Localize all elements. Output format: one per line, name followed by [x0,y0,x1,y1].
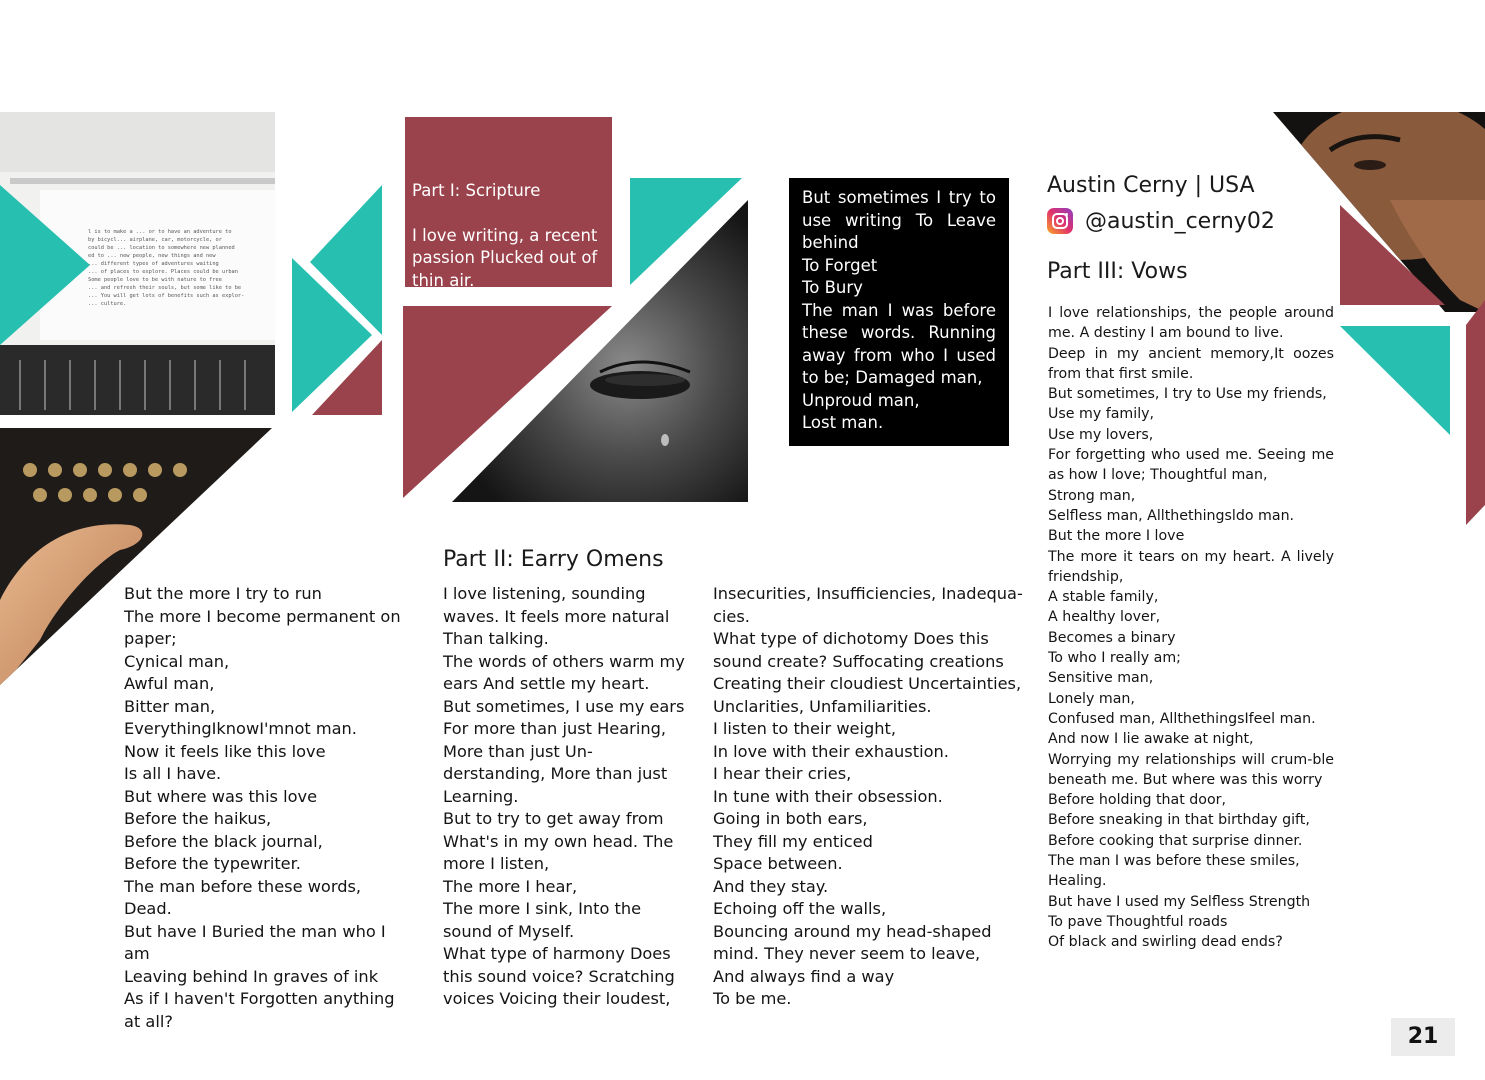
part3-title: Part III: Vows [1047,259,1188,284]
instagram-icon[interactable] [1047,208,1073,234]
part1-text: Part I: Scripture I love writing, a recent passion Plucked out of thin air. [412,180,598,290]
author-name: Austin Cerny | USA [1047,173,1255,198]
part2-title: Part II: Earry Omens [443,547,664,572]
poem-column-4: I love relationships, the people around me. A destiny I am bound to live. Deep in my ancient memory,It oozes from that first smile. But sometimes, I try to Use my friends, Use my family, Use my lovers, For forgetting who used me. Seeing me as how I love; Thoughtful man, Strong man, Selfless man, Allthethingsldo man. But the more I love The more it tears on my heart. A lively friendship, A stable family, A healthy lover, Becomes a binary To who I really am; Sensitive man, Lonely man, Confused man, AllthethingsIfeel man. And now I lie awake at night, Worrying my relationships will crum-ble beneath me. But where was this worry Before holding that door, Before sneaking in that birthday gift, Before cooking that surprise dinner. The man I was before these smiles, Healing. But have I used my Selfless Strength To pave Thoughtful roads Of black and swirling dead ends? [1048,305,1334,951]
typewriter-paper: l is to make a ... or to have an adventure to by bicycl... airplane, car, motorcycle, or could be ... location to somewhere new planned ed to ... new people, new things and new ... different types of adventures waiting ... of places to explore. Places could be urban Some people love to be with nature to free ... and refresh their souls, but some like to be ... You will get lots of benefits such as explor- ... culture. [88,229,245,307]
poem-column-3: Insecurities, Insufficiencies, Inadequa-cies. What type of dichotomy Does this sound create? Suffocating creations Creating their cloudiest Uncertainties, Unclarities, Unfamiliarities. I listen to their weight, In love with their exhaustion. I hear their cries, In tune with their obsession. Going in both ears, They fill my enticed Space between. And they stay. Echoing off the walls, Bouncing around my head-shaped mind. They never seem to leave, And always find a way To be me. [713,584,1023,1008]
page-number: 21 [1391,1018,1455,1056]
black-quote-box [789,178,1009,446]
instagram-handle[interactable]: @austin_cerny02 [1085,209,1275,234]
poem-column-2: I love listening, sounding waves. It feels more natural Than talking. The words of others warm my ears And settle my heart. But sometimes, I use my ears For more than just Hearing, More than just Un-derstanding, More than just Learning. But to try to get away from What's in my own head. The more I listen, The more I hear, The more I sink, Into the sound of Myself. What type of harmony Does this sound voice? Scratching voices Voicing their loudest, [443,584,685,1008]
teal-triangle [1340,326,1450,435]
burgundy-triangle [1466,300,1485,525]
black-box-text: But sometimes I try to use writing To Leave behind To Forget To Bury The man I was before these words. Running away from who I used to be; Damaged man, Unproud man, Lost man. [802,188,996,432]
poem-column-1: But the more I try to run The more I become permanent on paper; Cynical man, Awful man, Bitter man, EverythingIknowI'mnot man. Now it feels like this love Is all I have. But where was this love Before the haikus, Before the black journal, Before the typewriter. The man before these words, Dead. But have I Buried the man who I am Leaving behind In graves of ink As if I haven't Forgotten anything at all? [124,584,401,1031]
